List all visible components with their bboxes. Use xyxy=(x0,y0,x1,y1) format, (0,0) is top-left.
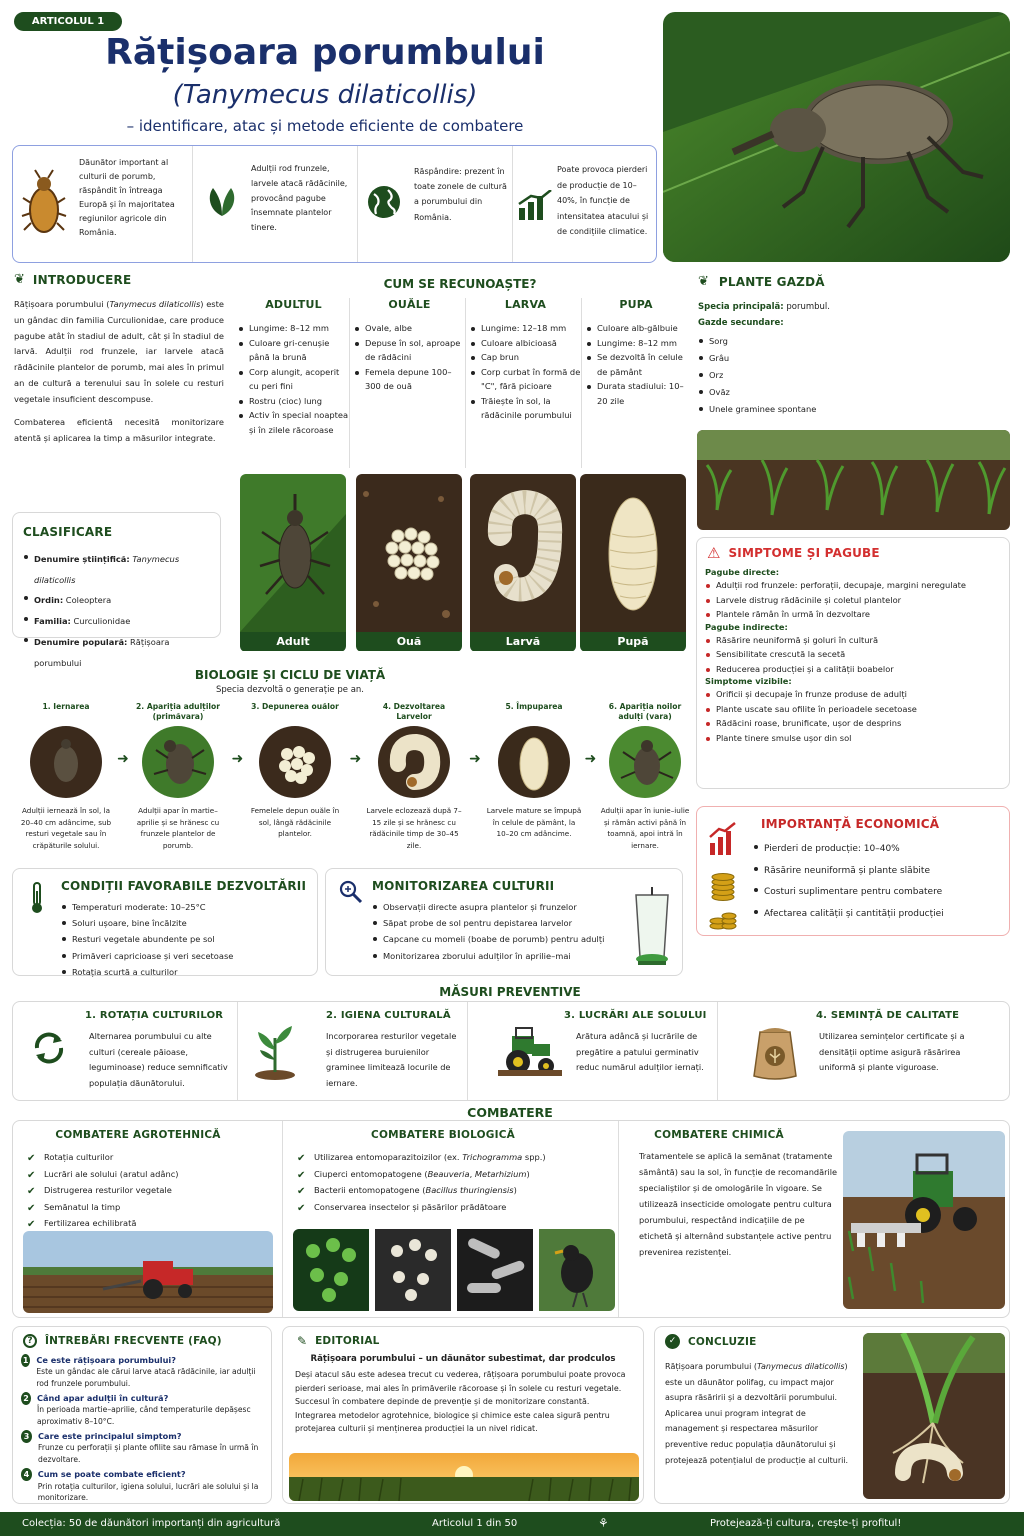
list-item: Lungime: 8–12 mm xyxy=(238,321,349,336)
faq-answer: În perioada martie–aprilie, când temperaturile depășesc aproximativ 8–10°C. xyxy=(37,1405,251,1426)
faq-item xyxy=(21,1354,263,1389)
sprayer-tractor-photo xyxy=(843,1131,1005,1309)
leaf-icon: ❦ xyxy=(14,272,25,287)
hosts-title: PLANTE GAZDĂ xyxy=(718,274,825,289)
list-item: Culoare albicioasă xyxy=(470,336,581,351)
list-item: Lungime: 12–18 mm xyxy=(470,321,581,336)
faq-number: 4 xyxy=(21,1468,32,1481)
stage-egg-laying xyxy=(247,702,343,840)
list-item: ✔ Bacterii entomopatogene (Bacillus thuringiensis) xyxy=(297,1182,617,1199)
classification-list xyxy=(23,549,210,673)
list-item: Ovale, albe xyxy=(354,321,465,336)
control-chem xyxy=(619,1121,1011,1317)
stage-title: 4. Dezvoltarea Larvelor xyxy=(382,702,446,721)
col-title: ADULTUL xyxy=(265,298,322,311)
stage-title: 3. Depunerea ouălor xyxy=(251,702,339,711)
globe-icon xyxy=(366,184,402,220)
footer-bar xyxy=(0,1512,1024,1536)
arrow-right-icon: ➜ xyxy=(349,751,362,767)
faq-number: 1 xyxy=(22,1356,29,1365)
stage-title: 1. Iernarea xyxy=(42,702,90,711)
stage-pupation xyxy=(486,702,582,840)
corn-seedlings-photo xyxy=(697,430,1010,530)
list-item: Săpat probe de sol pentru depistarea larvelor xyxy=(372,915,632,931)
faq-number: 2 xyxy=(21,1392,31,1405)
adult-photo xyxy=(240,474,346,652)
list-item: Rotația scurtă a culturilor xyxy=(61,964,311,980)
coins-icon xyxy=(709,903,737,931)
hosts-main-label: Specia principală: xyxy=(698,302,784,312)
col-title: COMBATERE AGROTEHNICĂ xyxy=(55,1129,221,1141)
fact-text: Răspândire: prezent în toate zonele de cultură a porumbului din România. xyxy=(414,167,507,222)
conclusion-box xyxy=(654,1326,1010,1504)
conditions-box xyxy=(12,868,318,976)
wheat-icon: ⚘ xyxy=(598,1516,609,1530)
list-item: Costuri suplimentare pentru combatere xyxy=(753,882,1003,904)
thermometer-icon xyxy=(29,881,45,915)
intro-paragraph: Rățișoara porumbului (Tanymecus dilaticollis) este un gândac din familia Curculionidae, care produce pagube atât în stadiul de adult, cât și în stadiul de larvă. Adulții rod frunzele, iar larvele atacă rădăcinile plantelor de porumb, mai ales în primul an de cultură a terenului sau în solele cu resturi vegetale insuficient descompuse. xyxy=(14,299,224,404)
editorial-box xyxy=(282,1326,644,1504)
faq-question: Ce este rățișoara porumbului? xyxy=(36,1355,176,1365)
check-circle-icon: ✓ xyxy=(665,1334,680,1349)
list-item: Lungime: 8–12 mm xyxy=(586,336,686,351)
faq-question: Care este principalul simptom? xyxy=(38,1431,182,1442)
item-title: 4. SEMINȚĂ DE CALITATE xyxy=(816,1010,960,1021)
monitoring-title: MONITORIZAREA CULTURII xyxy=(372,879,555,893)
warning-icon: ⚠ xyxy=(707,544,721,562)
list-item: Rostru (cioc) lung xyxy=(238,394,349,409)
list-item: Primăveri capricioase și veri secetoase xyxy=(61,948,311,964)
fact-item xyxy=(193,146,358,262)
pupa-photo xyxy=(580,474,686,652)
list-item: Larvele distrug rădăcinile și coletul plantelor xyxy=(705,593,1001,608)
list-item: ✔ Fertilizarea echilibrată xyxy=(27,1215,277,1232)
list-item: Răsărire neuniformă și goluri în cultură xyxy=(705,633,1001,648)
list-item: Temperaturi moderate: 10–25°C xyxy=(61,899,311,915)
subtitle: – identificare, atac și metode eficiente de combatere xyxy=(126,117,524,135)
list-item: Observații directe asupra plantelor și frunzelor xyxy=(372,899,632,915)
list-item: Ovăz xyxy=(698,384,1010,401)
list-item: Sorg xyxy=(698,333,1010,350)
control-bio xyxy=(283,1121,619,1317)
arrow-right-icon: ➜ xyxy=(117,751,129,767)
classification-title: CLASIFICARE xyxy=(23,525,113,539)
list-item: Trăiește în sol, la rădăcinile porumbului xyxy=(470,394,581,423)
leaf-icon xyxy=(205,184,239,218)
fact-text: Poate provoca pierderi de producție de 10–40%, în funcție de intensitatea atacului și de condițiile climatice. xyxy=(557,165,649,237)
hosts-secondary-label: Gazde secundare: xyxy=(698,318,784,329)
tractor-icon xyxy=(498,1026,562,1078)
item-title: 1. ROTAȚIA CULTURILOR xyxy=(85,1010,224,1021)
stage-description: Larvele eclozează după 7–15 zile și se hrănesc cu rădăcinile timp de 30–45 zile. xyxy=(366,806,462,850)
list-item: Unele graminee spontane xyxy=(698,401,1010,418)
faq-item xyxy=(21,1392,263,1427)
arrow-right-icon: ➜ xyxy=(469,751,481,767)
economic-box xyxy=(696,806,1010,936)
stage-photo xyxy=(140,724,216,800)
stage-photo xyxy=(257,724,333,800)
pen-icon: ✎ xyxy=(297,1334,308,1348)
faq-title: ÎNTREBĂRI FRECVENTE (FAQ) xyxy=(45,1335,222,1347)
image-caption: Ouă xyxy=(356,632,462,651)
stage-description: Larvele mature se împupă în celule de pământ, la 10–20 cm adâncime. xyxy=(486,806,582,839)
hero-weevil-image xyxy=(663,12,1010,262)
biology-title: BIOLOGIE ȘI CICLU DE VIAȚĂ xyxy=(194,668,386,682)
list-item: Plantele rămân în urmă în dezvoltare xyxy=(705,607,1001,622)
list-item: Cap brun xyxy=(470,350,581,365)
stage-title: 6. Apariția noilor adulți (vara) xyxy=(608,702,682,721)
beetle-icon xyxy=(21,168,67,238)
stage-photo xyxy=(607,724,683,800)
stage-photo xyxy=(28,724,104,800)
group-title: Pagube directe: xyxy=(705,567,780,577)
sunset-field-photo xyxy=(289,1453,639,1501)
editorial-title: EDITORIAL xyxy=(315,1335,380,1347)
faq-answer: Este un gândac ale cărui larve atacă rădăcinile, iar adulții rod frunzele porumbului. xyxy=(36,1367,256,1388)
control-box xyxy=(12,1120,1010,1318)
stage-larva-development xyxy=(366,702,462,851)
trap-illustration xyxy=(630,887,674,971)
stage-new-adults xyxy=(597,702,693,851)
recognize-title: CUM SE RECUNOAȘTE? xyxy=(383,277,537,291)
latin-name: (Tanymecus dilaticollis) xyxy=(172,80,478,110)
col-title: COMBATERE CHIMICĂ xyxy=(654,1129,784,1141)
faq-item xyxy=(21,1468,263,1503)
faq-answer: Prin rotația culturilor, igiena solului, lucrări ale solului și la monitorizare. xyxy=(37,1481,259,1502)
control-title: COMBATERE xyxy=(467,1105,553,1120)
list-item: ✔ Distrugerea resturilor vegetale xyxy=(27,1182,277,1199)
fact-strip xyxy=(12,145,657,263)
image-caption: Pupă xyxy=(580,632,686,651)
life-cycle xyxy=(10,702,690,862)
group-title: Simptome vizibile: xyxy=(705,676,792,687)
footer-article-count: Articolul 1 din 50 xyxy=(432,1518,518,1529)
stage-description: Adulții iernează în sol, la 20–40 cm adâncime, sub resturi vegetale sau în crăpăturile solului. xyxy=(20,806,112,850)
list-item: ✔ Utilizarea entomoparazitoizilor (ex. Trichogramma spp.) xyxy=(297,1149,617,1166)
intro-section xyxy=(14,272,224,447)
conditions-list xyxy=(61,899,311,980)
list-item: Orz xyxy=(698,367,1010,384)
growth-chart-icon xyxy=(517,190,553,220)
page-title: Rățișoara porumbului xyxy=(105,32,545,73)
larva-roots-photo xyxy=(863,1333,1005,1499)
list-item: Familia: Curculionidae xyxy=(23,611,210,632)
list-item: Denumire populară: Rățișoara porumbului xyxy=(23,632,210,673)
stage-overwintering xyxy=(18,702,114,851)
list-item: ✔ Semănatul la timp xyxy=(27,1199,277,1216)
chemical-text: Tratamentele se aplică la semănat (tratamente sământă) sau la sol, în funcție de recomandările specialiștilor și de omologările în vigoare. Se utilizează insecticide omologate pentru cultura porumbului, respectând indicațiile de pe etichetă și alternând substanțele active pentru prevenirea rezistenței. xyxy=(639,1151,838,1257)
stage-description: Adulții apar în iunie–iulie și rămân activi până în toamnă, apoi intră în iernare. xyxy=(600,806,690,850)
editorial-heading: Rățișoara porumbului – un dăunător subestimat, dar prodculos xyxy=(310,1354,616,1364)
list-item: Se dezvoltă în celule de pământ xyxy=(586,350,686,379)
list-item: Sensibilitate crescută la secetă xyxy=(705,647,1001,662)
list-item: Reducerea producției și a calității boabelor xyxy=(705,662,1001,677)
preventive-box xyxy=(12,1001,1010,1101)
hosts-list xyxy=(698,333,1010,418)
list-item: Afectarea calității și cantității producției xyxy=(753,904,1003,926)
list-item: Grâu xyxy=(698,350,1010,367)
fact-item xyxy=(13,146,193,262)
list-item: Activ în special noaptea și în zilele răcoroase xyxy=(238,408,349,437)
monitoring-box xyxy=(325,868,683,976)
intro-title: INTRODUCERE xyxy=(32,272,132,287)
editorial-text: Deși atacul său este adesea trecut cu vederea, rățișoara porumbului poate provoca pierderi serioase, mai ales în primăverile răcoroase și în solele cu resturi vegetale. Succesul în combatere depinde de prevenție și de monitorizare constantă. Integrarea metodelor agrotehnice, biologice și chimice este calea sigură pentru protejarea culturii și menținerea producției la un nivel ridicat. xyxy=(295,1370,626,1434)
col-title: OUĂLE xyxy=(388,298,431,311)
list-item: Culoare gri-cenușie până la brună xyxy=(238,336,349,365)
intro-paragraph: Combaterea eficientă necesită monitorizare atentă și aplicarea la timp a măsurilor integrate. xyxy=(14,417,224,443)
list-item: Culoare alb-gălbuie xyxy=(586,321,686,336)
larva-photo xyxy=(470,474,576,652)
list-item: Monitorizarea zborului adulților în aprilie–mai xyxy=(372,948,632,964)
preventive-title: MĂSURI PREVENTIVE xyxy=(439,985,581,999)
biology-subtitle: Specia dezvoltă o generație pe an. xyxy=(216,685,364,695)
preventive-item-seed xyxy=(718,1002,1010,1100)
list-item: Ordin: Coleoptera xyxy=(23,590,210,611)
leaf-icon: ❦ xyxy=(698,274,709,289)
recognize-col-adult xyxy=(238,298,350,468)
list-item: Corp curbat în formă de "C", fără picioare xyxy=(470,365,581,394)
rising-chart-icon xyxy=(709,821,737,855)
rotation-icon xyxy=(29,1028,69,1068)
stage-description: Femelele depun ouăle în sol, lângă rădăcinile plantelor. xyxy=(250,806,340,839)
list-item: Depuse în sol, aproape de rădăcini xyxy=(354,336,465,365)
col-title: COMBATERE BIOLOGICĂ xyxy=(371,1129,515,1141)
article-badge: ARTICOLUL 1 xyxy=(14,12,122,31)
monitoring-list xyxy=(372,899,632,964)
hosts-main-value: porumbul. xyxy=(786,302,830,312)
list-item: Rădăcini roase, brunificate, ușor de desprins xyxy=(705,716,1001,731)
list-item: ✔ Ciuperci entomopatogene (Beauveria, Metarhizium) xyxy=(297,1166,617,1183)
preventive-item-rotation xyxy=(13,1002,238,1100)
fact-text: Dăunător important al culturii de porumb, răspândit în întreaga Europă și în majoritatea regiunilor agricole din România. xyxy=(79,158,175,237)
list-item: Pierderi de producție: 10–40% xyxy=(753,839,1003,861)
stage-description: Adulții apar în martie–aprilie și se hrănesc cu frunzele plantelor de porumb. xyxy=(136,806,220,850)
stage-title: 5. Împuparea xyxy=(505,702,563,711)
coins-icon xyxy=(709,869,737,901)
fact-text: Adulții rod frunzele, larvele atacă rădăcinile, provocând pagube însemnate plantelor tinere. xyxy=(251,164,348,233)
conclusion-text: Rățișoara porumbului (Tanymecus dilaticollis) este un dăunător polifag, cu impact major asupra răsăririi și a dezvoltării porumbului. Aplicarea unui program integrat de management și respectarea măsurilor preventive reduc populația dăunătorului și protejează potențialul de producție al culturii. xyxy=(665,1362,849,1465)
stage-photo xyxy=(376,724,452,800)
faq-question: Cum se poate combate eficient? xyxy=(37,1469,186,1480)
symptoms-title: SIMPTOME ȘI PAGUBE xyxy=(728,546,880,560)
list-item: Capcane cu momeli (boabe de porumb) pentru adulți xyxy=(372,931,632,947)
recognize-col-eggs xyxy=(354,298,466,468)
item-title: 3. LUCRĂRI ALE SOLULUI xyxy=(564,1010,707,1021)
faq-item xyxy=(21,1430,263,1465)
symptoms-group xyxy=(705,567,1001,622)
faq-answer: Frunze cu perforații și plante ofilite sau rămase în urmă în dezvoltare. xyxy=(38,1443,259,1464)
col-title: PUPA xyxy=(619,298,653,311)
item-text: Alternarea porumbului cu alte culturi (cereale păioase, leguminoase) reduce semnificativ populația dăunătorului. xyxy=(89,1031,228,1088)
image-caption: Adult xyxy=(240,632,346,651)
recognize-col-pupa xyxy=(586,298,686,468)
item-title: 2. IGIENA CULTURALĂ xyxy=(326,1010,451,1021)
stage-title: 2. Apariția adulților (primăvara) xyxy=(136,702,220,721)
list-item: ✔ Lucrări ale solului (aratul adânc) xyxy=(27,1166,277,1183)
item-text: Incorporarea resturilor vegetale și distrugerea buruienilor graminee limitează locurile de iernare. xyxy=(326,1031,457,1088)
list-item: Femela depune 100–300 de ouă xyxy=(354,365,465,394)
list-item: Soluri ușoare, bine încălzite xyxy=(61,915,311,931)
economic-title: IMPORTANȚĂ ECONOMICĂ xyxy=(761,817,940,831)
list-item: Orificii și decupaje în frunze produse de adulți xyxy=(705,687,1001,702)
list-item: ✔ Rotația culturilor xyxy=(27,1149,277,1166)
control-agro xyxy=(13,1121,283,1317)
fact-item xyxy=(358,146,513,262)
arrow-right-icon: ➜ xyxy=(584,751,597,767)
preventive-item-soil xyxy=(468,1002,718,1100)
conditions-title: CONDIȚII FAVORABILE DEZVOLTĂRII xyxy=(61,879,307,893)
symptoms-box xyxy=(696,537,1010,789)
list-item: Corp alungit, acoperit cu peri fini xyxy=(238,365,349,394)
host-plants-section xyxy=(698,274,1010,418)
magnifier-icon xyxy=(338,879,364,905)
stage-adult-emergence xyxy=(130,702,226,851)
help-icon: ? xyxy=(23,1334,37,1348)
seed-bag-icon xyxy=(748,1022,802,1082)
conclusion-title: CONCLUZIE xyxy=(688,1335,757,1348)
list-item: Adulții rod frunzele: perforații, decupaje, margini neregulate xyxy=(705,578,1001,593)
faq-question: Când apar adulții în cultură? xyxy=(37,1393,169,1404)
faq-list xyxy=(13,1354,271,1503)
classification-box xyxy=(12,512,221,668)
plowing-tractor-photo xyxy=(23,1231,273,1313)
arrow-right-icon: ➜ xyxy=(231,751,244,767)
item-text: Utilizarea semințelor certificate și a densității optime asigură răsărirea uniformă și plante viguroase. xyxy=(819,1031,965,1073)
list-item: Denumire științifică: Tanymecus dilaticollis xyxy=(23,549,210,590)
image-caption: Larvă xyxy=(470,632,576,651)
list-item: Resturi vegetale abundente pe sol xyxy=(61,931,311,947)
footer-collection: Colecția: 50 de dăunători importanți din agricultură xyxy=(22,1518,281,1529)
recognize-col-larva xyxy=(470,298,582,468)
item-text: Arătura adâncă și lucrările de pregătire a patului germinativ reduc numărul adulților iernați. xyxy=(576,1031,704,1073)
symptoms-group xyxy=(705,622,1001,677)
list-item: ✔ Conservarea insectelor și păsărilor prădătoare xyxy=(297,1199,617,1216)
fact-item xyxy=(513,146,657,262)
biological-agents-photos xyxy=(293,1229,615,1311)
eggs-photo xyxy=(356,474,462,652)
economic-list xyxy=(753,839,1003,925)
list-item: Plante tinere smulse ușor din sol xyxy=(705,731,1001,746)
list-item: Răsărire neuniformă și plante slăbite xyxy=(753,861,1003,883)
list-item: Durata stadiului: 10–20 zile xyxy=(586,379,686,408)
footer-slogan: Protejează-ți cultura, crește-ți profitul! xyxy=(710,1518,902,1529)
seedling-icon xyxy=(252,1020,298,1080)
preventive-item-hygiene xyxy=(238,1002,468,1100)
group-title: Pagube indirecte: xyxy=(705,621,788,632)
symptoms-group xyxy=(705,676,1001,745)
col-title: LARVA xyxy=(504,298,547,311)
faq-number: 3 xyxy=(21,1430,32,1443)
faq-box xyxy=(12,1326,272,1504)
list-item: Plante uscate sau ofilite în perioadele secetoase xyxy=(705,702,1001,717)
stage-photo xyxy=(496,724,572,800)
recognize-box xyxy=(234,298,686,660)
